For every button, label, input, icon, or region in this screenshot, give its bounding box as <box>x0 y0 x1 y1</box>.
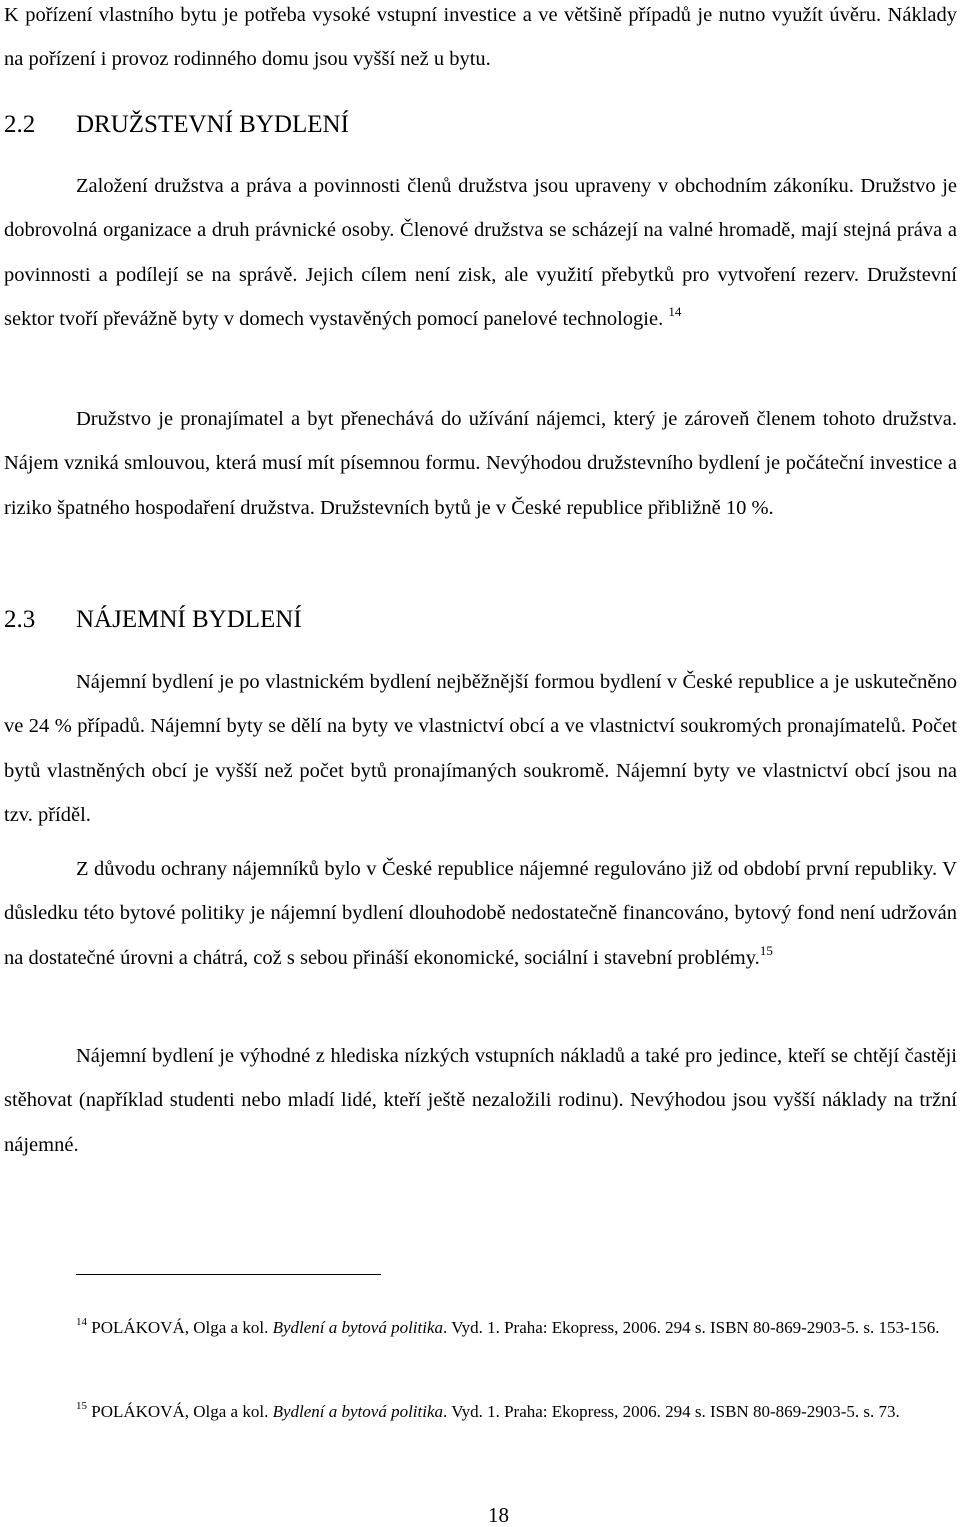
rental-paragraph-1 <box>4 660 957 837</box>
cooperative-paragraph-1-text: Založení družstva a práva a povinnosti členů družstva jsou upraveny v obchodním zákoníku. Družstvo je dobrovolná organizace a druh právnické osoby. Členové družstva se scházejí na valné hromadě, mají stejná práva a povinnosti a podílejí se na správě. Jejich cílem není zisk, ale využití přebytků pro vytvoření rezerv. Družstevní sektor tvoří převážně byty v domech vystavěných pomocí panelové technologie. <box>4 175 957 330</box>
footnote-15 <box>4 1395 957 1429</box>
rental-paragraph-1-text: Nájemní bydlení je po vlastnickém bydlení nejběžnější formou bydlení v České republice a je uskutečněno ve 24 % případů. Nájemní byty se dělí na byty ve vlastnictví obcí a ve vlastnictví soukromých pronajímatelů. Počet bytů vlastněných obcí je vyšší než počet bytů pronajímaných soukromě. Nájemní byty ve vlastnictví obcí jsou na tzv. příděl. <box>4 671 957 826</box>
footnote-number: 14 <box>76 1316 87 1328</box>
section-number: 2.2 <box>4 111 36 138</box>
footnote-author: POLÁKOVÁ, Olga a kol. <box>87 1402 273 1421</box>
cooperative-paragraph-2 <box>4 397 957 530</box>
rental-paragraph-3-text: Nájemní bydlení je výhodné z hlediska nízkých vstupních nákladů a také pro jedince, kteří se chtějí častěji stěhovat (například studenti nebo mladí lidé, kteří ještě nezaložili rodinu). Nevýhodou jsou vyšší náklady na tržní nájemné. <box>4 1045 957 1156</box>
section-number: 2.3 <box>4 606 36 633</box>
footnote-publication: . Vyd. 1. Praha: Ekopress, 2006. 294 s. ISBN 80-869-2903-5. s. 153-156. <box>443 1318 940 1337</box>
section-title: DRUŽSTEVNÍ BYDLENÍ <box>76 111 349 138</box>
section-title: NÁJEMNÍ BYDLENÍ <box>76 606 302 633</box>
rental-paragraph-2-text: Z důvodu ochrany nájemníků bylo v České republice nájemné regulováno již od období první republiky. V důsledku této bytové politiky je nájemní bydlení dlouhodobě nedostatečně financováno, bytový fond není udržován na dostatečné úrovni a chátrá, což s sebou přináší ekonomické, sociální i stavební problémy. <box>4 858 957 969</box>
rental-paragraph-2 <box>4 847 957 980</box>
section-heading-2-3 <box>4 605 302 635</box>
cooperative-paragraph-1 <box>4 164 957 341</box>
footnote-ref-14[interactable]: 14 <box>668 303 682 319</box>
intro-paragraph-text: K pořízení vlastního bytu je potřeba vysoké vstupní investice a ve většině případů je nutno využít úvěru. Náklady na pořízení i provoz rodinného domu jsou vyšší než u bytu. <box>4 4 957 71</box>
footnote-separator <box>76 1274 381 1275</box>
rental-paragraph-3 <box>4 1034 957 1167</box>
footnote-work-title: Bydlení a bytová politika <box>272 1402 444 1421</box>
footnote-14 <box>4 1311 957 1345</box>
footnote-ref-15[interactable]: 15 <box>759 942 773 958</box>
footnote-work-title: Bydlení a bytová politika <box>272 1318 444 1337</box>
footnote-number: 15 <box>76 1400 87 1412</box>
footnote-publication: . Vyd. 1. Praha: Ekopress, 2006. 294 s. ISBN 80-869-2903-5. s. 73. <box>443 1402 900 1421</box>
section-heading-2-2 <box>4 110 349 140</box>
intro-paragraph <box>4 0 957 82</box>
footnote-author: POLÁKOVÁ, Olga a kol. <box>87 1318 273 1337</box>
page-number: 18 <box>488 1503 509 1527</box>
cooperative-paragraph-2-text: Družstvo je pronajímatel a byt přenechává do užívání nájemci, který je zároveň členem tohoto družstva. Nájem vzniká smlouvou, která musí mít písemnou formu. Nevýhodou družstevního bydlení je počáteční investice a riziko špatného hospodaření družstva. Družstevních bytů je v České republice přibližně 10 %. <box>4 408 957 519</box>
